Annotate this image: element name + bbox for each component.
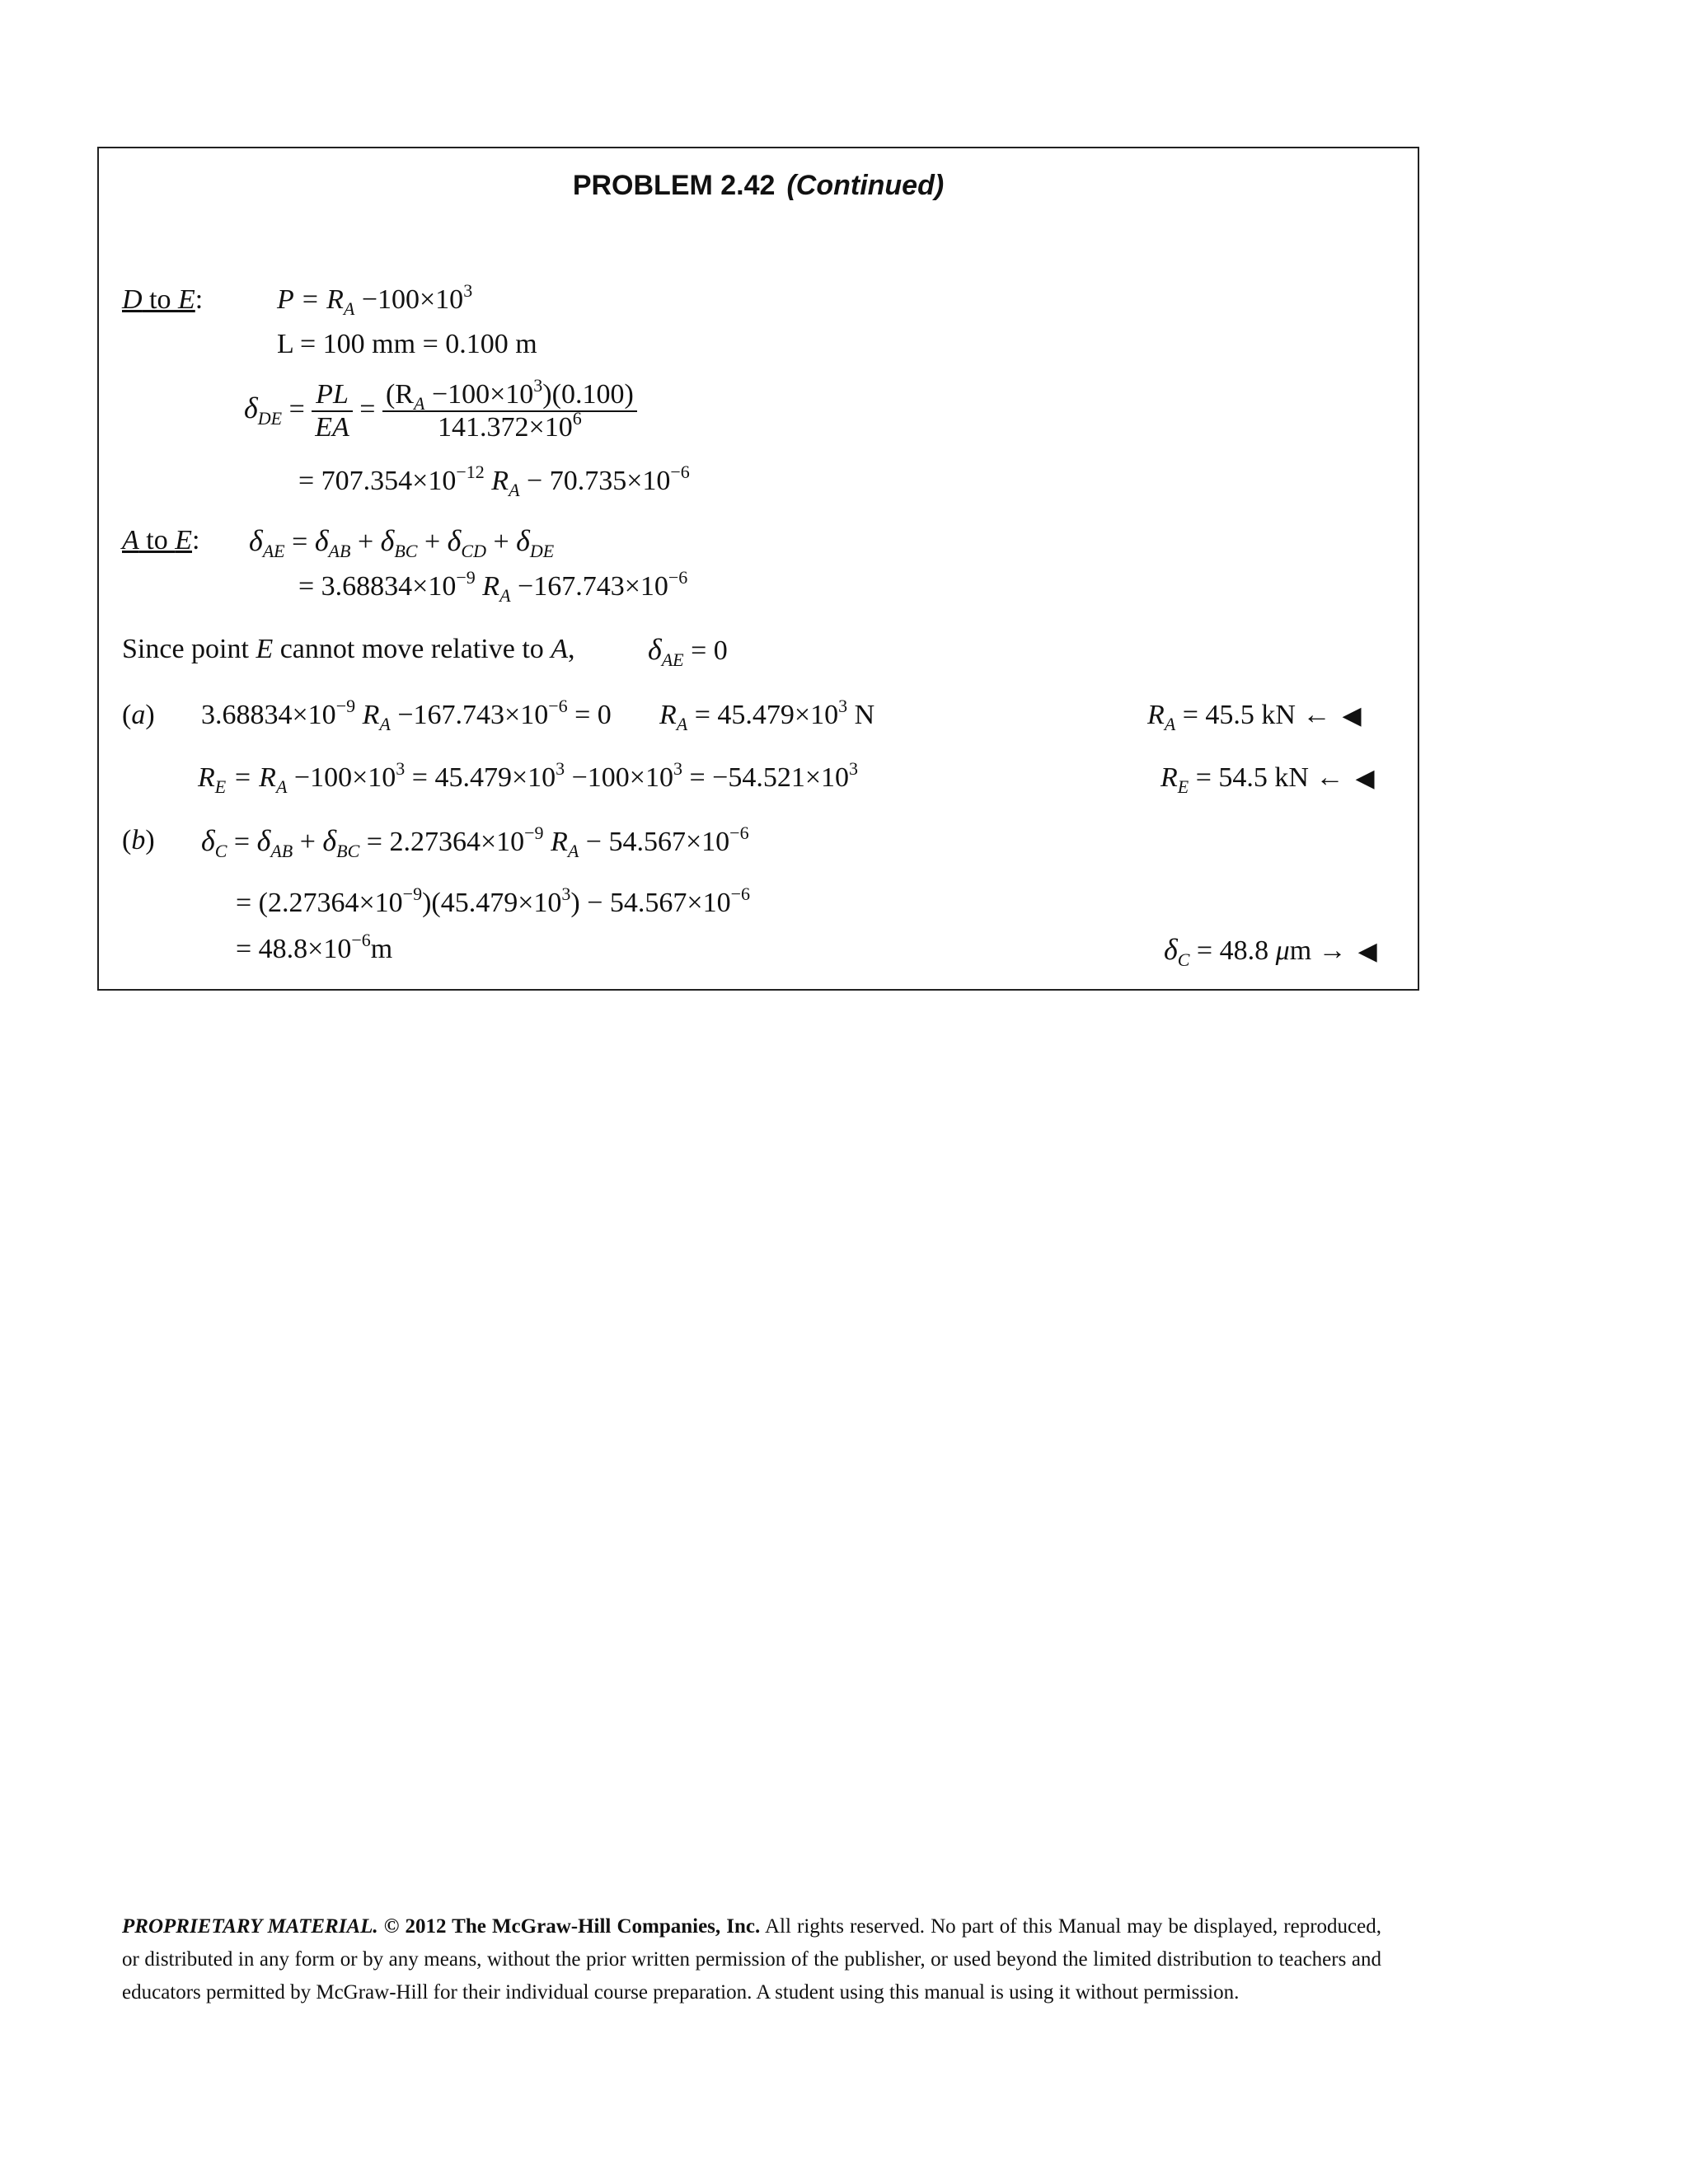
answer-ra: $R_A = 45.5$ kN ← ◀ — [1147, 700, 1362, 734]
answer-delta-c: $\delta_C = 48.8$ μm → ◀ — [1164, 933, 1377, 970]
de-label: D to E: — [122, 284, 204, 315]
ae-delta-result: = $3.68834\times 10^{-9}$ $R_A -167.743\times 10^{-6}$ — [298, 567, 688, 606]
part-b-label: (b) — [122, 825, 155, 855]
footer-copyright: © 2012 The McGraw-Hill Companies, Inc. — [377, 1915, 761, 1938]
ae-label: A to E: — [122, 525, 200, 555]
page-title — [99, 170, 1418, 202]
fraction-numeric: $\frac{(R_A -100\times 10^3)(0.100)}{141.372\times 10^6}$ — [382, 379, 637, 443]
answer-marker-icon: ◀ — [1342, 702, 1362, 729]
answer-marker-icon: ◀ — [1357, 938, 1377, 965]
de-delta-equation: $\delta_{DE}$ = $\frac{PL}{EA}$ = $\frac{(R_A -100\times 10^3)(0.100)}{141.372\times 10^6}$ — [244, 379, 637, 443]
solution-box — [97, 147, 1419, 991]
part-a-label: (a) — [122, 700, 155, 730]
footer-label: PROPRIETARY MATERIAL. — [122, 1915, 378, 1938]
constraint-equation: $\delta_{AE} = 0$ — [648, 633, 728, 670]
fraction-pl-ea: $\frac{PL}{EA}$ — [312, 379, 353, 443]
part-b-substitution: = $(2.27364\times 10^{-9})(45.479\times 10^3) - 54.567\times 10^{-6}$ — [236, 883, 751, 918]
part-b-delta-c: $\delta_C = \delta_{AB} + \delta_{BC} = 2.27364\times 10^{-9}$ $R_A - 54.567\times 10^{-6}$ — [201, 823, 749, 861]
part-b-result: = $48.8\times 10^{-6}m$ — [236, 930, 393, 964]
part-a-ra-value: $R_A = 45.479\times 10^3$ N — [659, 696, 875, 734]
ae-delta-sum: $\delta_{AE} = \delta_{AB} + \delta_{BC} + \delta_{CD} + \delta_{DE}$ — [249, 524, 555, 561]
de-delta-result: = $707.354\times 10^{-12}$ $R_A - 70.735\times 10^{-6}$ — [298, 462, 690, 500]
part-a-equation: $3.68834\times 10^{-9}$ $R_A -167.743\times 10^{-6} = 0$ — [201, 696, 612, 734]
constraint-statement: Since point E cannot move relative to A, — [122, 634, 575, 664]
continued-label: (Continued) — [786, 170, 945, 201]
footer-text: All rights reserved. No part of this Manual may be displayed, reproduced, or distributed in any form or by any means, without the prior written permission of the publisher, or used beyond the limited distribution to teachers and educators permitted by McGraw-Hill for their individual course preparation. A student using this manual is using it without permission. — [122, 1915, 1381, 2004]
part-a-re-equation: $R_E = R_A -100\times 10^3 = 45.479\times 10^3 -100\times 10^3 = -54.521\times 10^3$ — [198, 758, 859, 797]
de-l-equation: L = 100 mm = 0.100 m — [277, 329, 537, 359]
problem-number: PROBLEM 2.42 — [572, 170, 776, 201]
answer-re: $R_E = 54.5$ kN ← ◀ — [1160, 762, 1375, 797]
de-p-equation: $P = R_A -100\times 10^3$ — [277, 280, 473, 319]
copyright-footer — [122, 1910, 1381, 2009]
answer-marker-icon: ◀ — [1355, 765, 1375, 792]
